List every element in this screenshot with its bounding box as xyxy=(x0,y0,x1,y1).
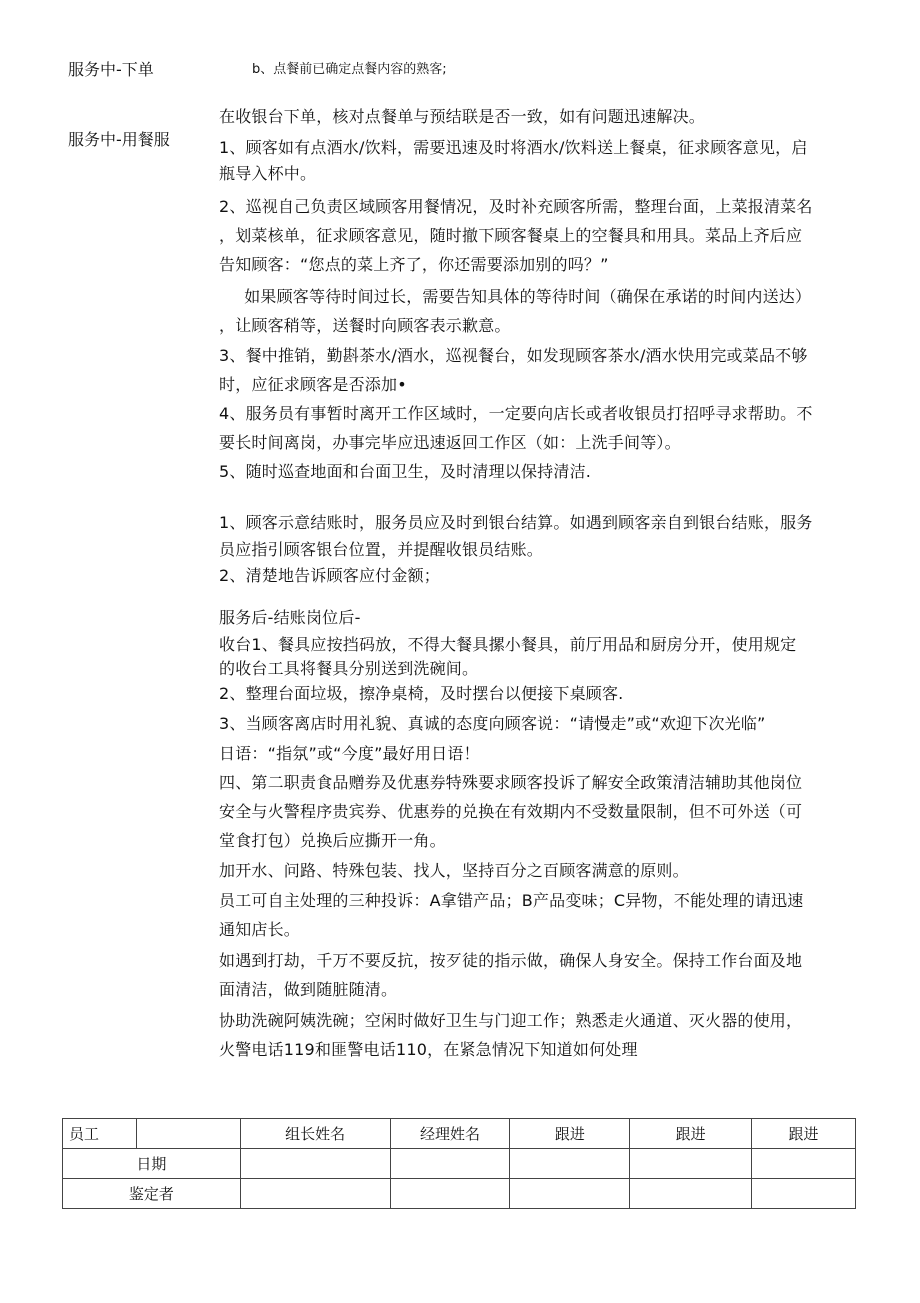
text-line: 面清洁，做到随脏随清。 xyxy=(219,980,398,999)
table-cell-follow-up: 跟进 xyxy=(752,1119,856,1149)
text-line: 5、随时巡查地面和台面卫生，及时清理以保持清洁. xyxy=(219,462,592,481)
table-cell-employee: 员工 xyxy=(63,1119,137,1149)
table-row xyxy=(63,1179,856,1209)
table-cell-follow-up: 跟进 xyxy=(510,1119,630,1149)
order-note: b、点餐前已确定点餐内容的熟客; xyxy=(252,62,447,77)
signature-table xyxy=(62,1118,856,1209)
table-cell[interactable] xyxy=(630,1149,752,1179)
table-cell[interactable] xyxy=(630,1179,752,1209)
text-line: 要长时间离岗，办事完毕应迅速返回工作区（如：上洗手间等）。 xyxy=(219,433,681,452)
table-cell[interactable] xyxy=(752,1179,856,1209)
table-cell[interactable] xyxy=(752,1149,856,1179)
text-line: 2、整理台面垃圾，擦净桌椅，及时摆台以便接下桌顾客. xyxy=(219,684,624,703)
table-row xyxy=(63,1119,856,1149)
text-line: 1、顾客如有点酒水/饮料，需要迅速及时将酒水/饮料送上餐桌，征求顾客意见，启 xyxy=(219,138,808,157)
text-line: 如果顾客等待时间过长，需要告知具体的等待时间（确保在承诺的时间内送达） xyxy=(228,287,812,306)
table-cell-employee-value[interactable] xyxy=(136,1119,240,1149)
table-cell[interactable] xyxy=(390,1179,510,1209)
text-line: 如遇到打劫，千万不要反抗，按歹徒的指示做，确保人身安全。保持工作台面及地 xyxy=(219,951,803,970)
text-line: 火警电话119和匪警电话110，在紧急情况下知道如何处理 xyxy=(219,1040,638,1059)
text-line: 瓶导入杯中。 xyxy=(219,164,317,183)
table-cell[interactable] xyxy=(240,1149,390,1179)
text-line: 4、服务员有事暂时离开工作区域时，一定要向店长或者收银员打招呼寻求帮助。不 xyxy=(219,404,813,423)
text-line: 2、巡视自己负责区域顾客用餐情况，及时补充顾客所需，整理台面，上菜报清菜名 xyxy=(219,197,813,216)
text-line: 安全与火警程序贵宾券、优惠券的兑换在有效期内不受数量限制，但不可外送（可 xyxy=(219,802,803,821)
section-label-order: 服务中-下单 xyxy=(68,60,154,79)
section-label-dining: 服务中-用餐服 xyxy=(68,130,170,149)
table-cell-manager: 经理姓名 xyxy=(390,1119,510,1149)
text-line: 1、顾客示意结账时，服务员应及时到银台结算。如遇到顾客亲自到银台结账，服务 xyxy=(219,513,813,532)
text-line: 在收银台下单，核对点餐单与预结联是否一致，如有问题迅速解决。 xyxy=(219,107,706,126)
table-cell[interactable] xyxy=(510,1149,630,1179)
table-cell[interactable] xyxy=(240,1179,390,1209)
text-line: 时，应征求顾客是否添加• xyxy=(219,375,407,394)
text-line: 的收台工具将餐具分别送到洗碗间。 xyxy=(219,659,479,678)
text-line: 加开水、问路、特殊包装、找人，坚持百分之百顾客满意的原则。 xyxy=(219,861,689,880)
text-line: 3、当顾客离店时用礼貌、真诚的态度向顾客说：“请慢走”或“欢迎下次光临” xyxy=(219,714,766,733)
text-line: 服务后-结账岗位后- xyxy=(219,608,361,627)
table-cell-follow-up: 跟进 xyxy=(630,1119,752,1149)
table-cell-date-label: 日期 xyxy=(63,1149,241,1179)
text-line: 告知顾客：“您点的菜上齐了，你还需要添加别的吗？” xyxy=(219,255,609,274)
text-line: 四、第二职责食品赠券及优惠券特殊要求顾客投诉了解安全政策清洁辅助其他岗位 xyxy=(219,773,803,792)
text-line: ，划菜核单，征求顾客意见，随时撤下顾客餐桌上的空餐具和用具。菜品上齐后应 xyxy=(219,226,803,245)
text-line: 协助洗碗阿姨洗碗；空闲时做好卫生与门迎工作；熟悉走火通道、灭火器的使用， xyxy=(219,1011,803,1030)
text-line: ，让顾客稍等，送餐时向顾客表示歉意。 xyxy=(219,316,511,335)
table-cell-team-leader: 组长姓名 xyxy=(240,1119,390,1149)
text-line: 收台1、餐具应按挡码放，不得大餐具摞小餐具，前厅用品和厨房分开，使用规定 xyxy=(219,635,797,654)
table-row xyxy=(63,1149,856,1179)
table-cell-appraiser-label: 鉴定者 xyxy=(63,1179,241,1209)
text-line: 通知店长。 xyxy=(219,920,301,939)
text-line: 3、餐中推销，勤斟茶水/酒水，巡视餐台，如发现顾客茶水/酒水快用完或菜品不够 xyxy=(219,346,808,365)
table-cell[interactable] xyxy=(510,1179,630,1209)
text-line: 堂食打包）兑换后应撕开一角。 xyxy=(219,831,446,850)
text-line: 日语：“指氛”或“今度”最好用日语！ xyxy=(219,744,480,763)
text-line: 2、清楚地告诉顾客应付金额； xyxy=(219,566,440,585)
text-line: 员工可自主处理的三种投诉：A拿错产品；B产品变味；C异物，不能处理的请迅速 xyxy=(219,891,804,910)
text-line: 员应指引顾客银台位置，并提醒收银员结账。 xyxy=(219,540,544,559)
table-cell[interactable] xyxy=(390,1149,510,1179)
